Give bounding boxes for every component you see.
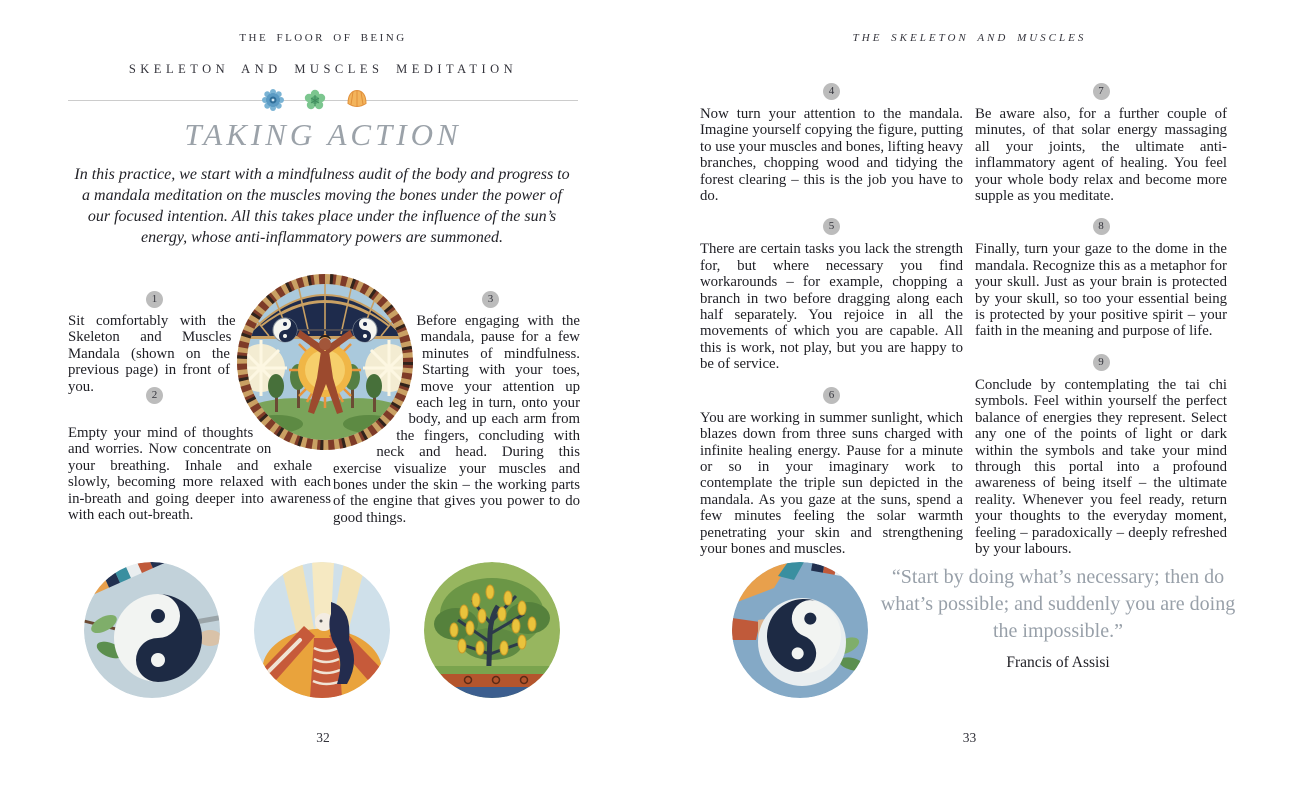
chapter-heading: SKELETON AND MUSCLES MEDITATION	[128, 62, 518, 76]
step-number-1: 1	[146, 291, 163, 308]
detail-yin-yang-leaves	[84, 562, 220, 698]
green-leaf-icon	[303, 88, 327, 112]
step-7-text: Be aware also, for a further couple of minutes, of that solar energy massaging all your joints, the ultimate anti-inflammatory agent of healing. You feel your whole body relax and become more supple as you meditate.	[975, 106, 1227, 205]
ornament-row	[0, 86, 646, 114]
fruit-tree-image	[424, 562, 560, 698]
figure-in-sunlight-image	[254, 562, 390, 698]
quote-block	[878, 564, 1238, 672]
step-number-8: 8	[1093, 218, 1110, 235]
step-number-4: 4	[823, 83, 840, 100]
left-page	[0, 0, 646, 799]
page-title: TAKING ACTION	[184, 117, 462, 152]
right-page	[646, 0, 1293, 799]
running-head-left: THE FLOOR OF BEING	[239, 32, 407, 44]
intro-paragraph: In this practice, we start with a mindfulness audit of the body and progress to a mandala meditation on the muscles moving the bones under the power of our focused intention. All this takes place under the influence of the sun’s energy, whose anti-inflammatory powers are summoned.	[74, 166, 570, 246]
orange-shell-icon	[345, 88, 369, 112]
yin-yang-leaves-image	[84, 562, 220, 698]
step-number-6: 6	[823, 387, 840, 404]
step-6-text: You are working in summer sunlight, which blazes down from three suns charged with infinite healing energy. Pause for a minute or so in your imaginary work to contemplate the triple sun depicted in the mandala. As you gaze at the suns, spend a few minutes feeling the solar warmth penetrating your skin and strengthening your bones and muscles.	[700, 409, 963, 557]
step-5-text: There are certain tasks you lack the strength for, but where necessary you find workarounds – for example, chopping a branch in two before dragging along each half separately. You rejoice in all the movements of which you are capable. All this is work, not play, but you are happy to be of service.	[700, 241, 963, 373]
page-number-left: 32	[316, 730, 330, 745]
step-number-5: 5	[823, 218, 840, 235]
detail-fruit-tree	[424, 562, 560, 698]
step-1-text: Sit comfortably with the Skeleton and Muscles Mandala (shown on the previous page) in front of you.	[68, 313, 236, 395]
detail-yin-yang-hand	[732, 562, 868, 698]
step-number-7: 7	[1093, 83, 1110, 100]
page-number-right: 33	[962, 730, 977, 745]
step-4-text: Now turn your attention to the mandala. Imagine yourself copying the figure, putting to use your muscles and bones, lifting heavy branches, chopping wood and tidying the forest clearing – this is the job you have to do.	[700, 106, 964, 205]
step-number-9: 9	[1093, 354, 1110, 371]
step-number-3: 3	[482, 291, 499, 308]
blue-rosette-icon	[261, 88, 285, 112]
step-8-text: Finally, turn your gaze to the dome in the mandala. Recognize this as a metaphor for your skull. Just as your brain is protected by your skull, so too your essential being is protected by your positive spirit – your faith in the meaning and purpose of life.	[975, 241, 1227, 340]
skeleton-muscles-mandala-image	[237, 274, 413, 450]
step-3-text: Before engaging with the mandala, pause for a few minutes of mindfulness. Starting with your toes, move your attention up each leg in turn, onto your body, and up each arm from the fingers, concluding with neck and head. During this exercise visualize your muscles and bones under the skin – the working parts of the engine that gives you power to do good things.	[333, 313, 580, 526]
step-2-text: Empty your mind of thoughts and worries. Now concentrate on your breathing. Inhale and exhale slowly, becoming more relaxed with each in-breath and going deeper into awareness with each out-breath.	[68, 425, 331, 524]
quote-attribution: Francis of Assisi	[1006, 654, 1110, 671]
steps-column-2	[975, 83, 1227, 557]
mandala-illustration	[237, 274, 413, 450]
yin-yang-hand-image	[732, 562, 868, 698]
step-number-2: 2	[146, 387, 163, 404]
steps-column-1	[700, 83, 963, 557]
quote-text: “Start by doing what’s necessary; then do what’s possible; and suddenly you are doing the impossible.”	[880, 566, 1236, 642]
detail-figure-sunlight	[254, 562, 390, 698]
step-9-text: Conclude by contemplating the tai chi symbols. Feel within yourself the perfect balance of energies they represent. Select any one of the points of light or dark within the symbols and take your mind through this portal into a profound awareness of being itself – the ultimate reality. Whenever you feel ready, return your thoughts to the everyday moment, feeling – paradoxically – deeply refreshed by your labours.	[975, 376, 1227, 557]
running-head-right: THE SKELETON AND MUSCLES	[852, 32, 1087, 44]
